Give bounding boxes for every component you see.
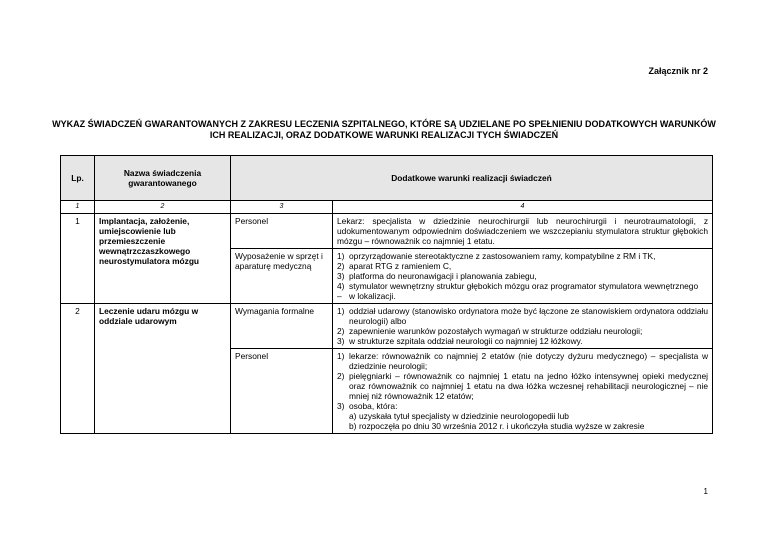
header-name: Nazwa świadczenia gwarantowanego: [95, 156, 231, 201]
table-header-row: [61, 156, 713, 201]
header-lp: Lp.: [61, 156, 95, 201]
index-cell: 4: [333, 201, 713, 214]
condition-list: [333, 349, 713, 434]
sub-list-item: a) uzyskała tytuł specjalisty w dziedzinie neurologopedii lub: [349, 411, 569, 421]
header-conditions: Dodatkowe warunki realizacji świadczeń: [231, 156, 713, 201]
row-benefit-name: Leczenie udaru mózgu w oddziale udarowym: [95, 304, 231, 434]
row-lp: 1: [61, 214, 95, 304]
row-lp: 2: [61, 304, 95, 434]
condition-text: Lekarz: specjalista w dziedzinie neurochirurgii lub neurochirurgii i neurotraumatologii, z udokumentowanym odpowiednim doświadczeniem we wszczepianiu stymulatora struktur głębokich mózgu – równoważnik co najmniej 1 etatu.: [333, 214, 713, 249]
list-item: 1) oprzyrządowanie stereotaktyczne z zastosowaniem ramy, kompatybilne z RM i TK,: [337, 251, 656, 261]
condition-list: [333, 304, 713, 349]
condition-label: Personel: [231, 349, 333, 434]
index-cell: 2: [95, 201, 231, 214]
table-row: [61, 214, 713, 249]
list-item: 2) zapewnienie warunków pozostałych wymagań w strukturze oddziału neurologii;: [337, 326, 643, 336]
list-item: 3) w strukturze szpitala oddział neurologii co najmniej 12 łóżkowy.: [337, 336, 583, 346]
list-item: 4) stymulator wewnętrzny struktur głębokich mózgu oraz programator stymulatora wewnętrznego: [337, 281, 699, 291]
list-item: 1) oddział udarowy (stanowisko ordynatora może być łączone ze stanowiskiem ordynatora oddziału neurologii) albo: [337, 306, 709, 326]
list-item: – w lokalizacji.: [337, 291, 396, 301]
annex-label: Załącznik nr 2: [648, 66, 708, 76]
condition-label: Wymagania formalne: [231, 304, 333, 349]
condition-label: Personel: [231, 214, 333, 249]
condition-list: [333, 249, 713, 304]
list-item: 3) platforma do neuronawigacji i planowania zabiegu,: [337, 271, 537, 281]
list-item: 1) lekarze: równoważnik co najmniej 2 etatów (nie dotyczy dyżuru medycznego) – specjalista w dziedzinie neurologii;: [337, 351, 709, 371]
list-item: 2) aparat RTG z ramieniem C,: [337, 261, 452, 271]
row-benefit-name: Implantacja, założenie, umiejscowienie lub przemieszczenie wewnątrzczaszkowego neurostymulatora mózgu: [95, 214, 231, 304]
condition-label: Wyposażenie w sprzęt i aparaturę medyczną: [231, 249, 333, 304]
page-number: 1: [703, 487, 708, 496]
list-item: 3) osoba, która:: [337, 401, 398, 411]
list-item: 2) pielęgniarki – równoważnik co najmniej 1 etatu na jedno łóżko intensywnej opieki medycznej oraz równoważnik co najmniej 1 etatu na dwa łóżka wczesnej rehabilitacji neurologicznej – nie mniej niż równoważnik 12 etatów;: [337, 371, 709, 401]
sub-list-item: b) rozpoczęła po dniu 30 września 2012 r. i ukończyła studia wyższe w zakresie: [349, 421, 645, 431]
document-title: WYKAZ ŚWIADCZEŃ GWARANTOWANYCH Z ZAKRESU LECZENIA SZPITALNEGO, KTÓRE SĄ UDZIELANE PO SPEŁNIENIU DODATKOWYCH WARUNKÓW ICH REALIZACJI, ORAZ DODATKOWE WARUNKI REALIZACJI TYCH ŚWIADCZEŃ: [52, 119, 716, 140]
index-cell: 3: [231, 201, 333, 214]
benefits-table: [60, 155, 713, 434]
table-row: [61, 304, 713, 349]
table-index-row: [61, 201, 713, 214]
index-cell: 1: [61, 201, 95, 214]
